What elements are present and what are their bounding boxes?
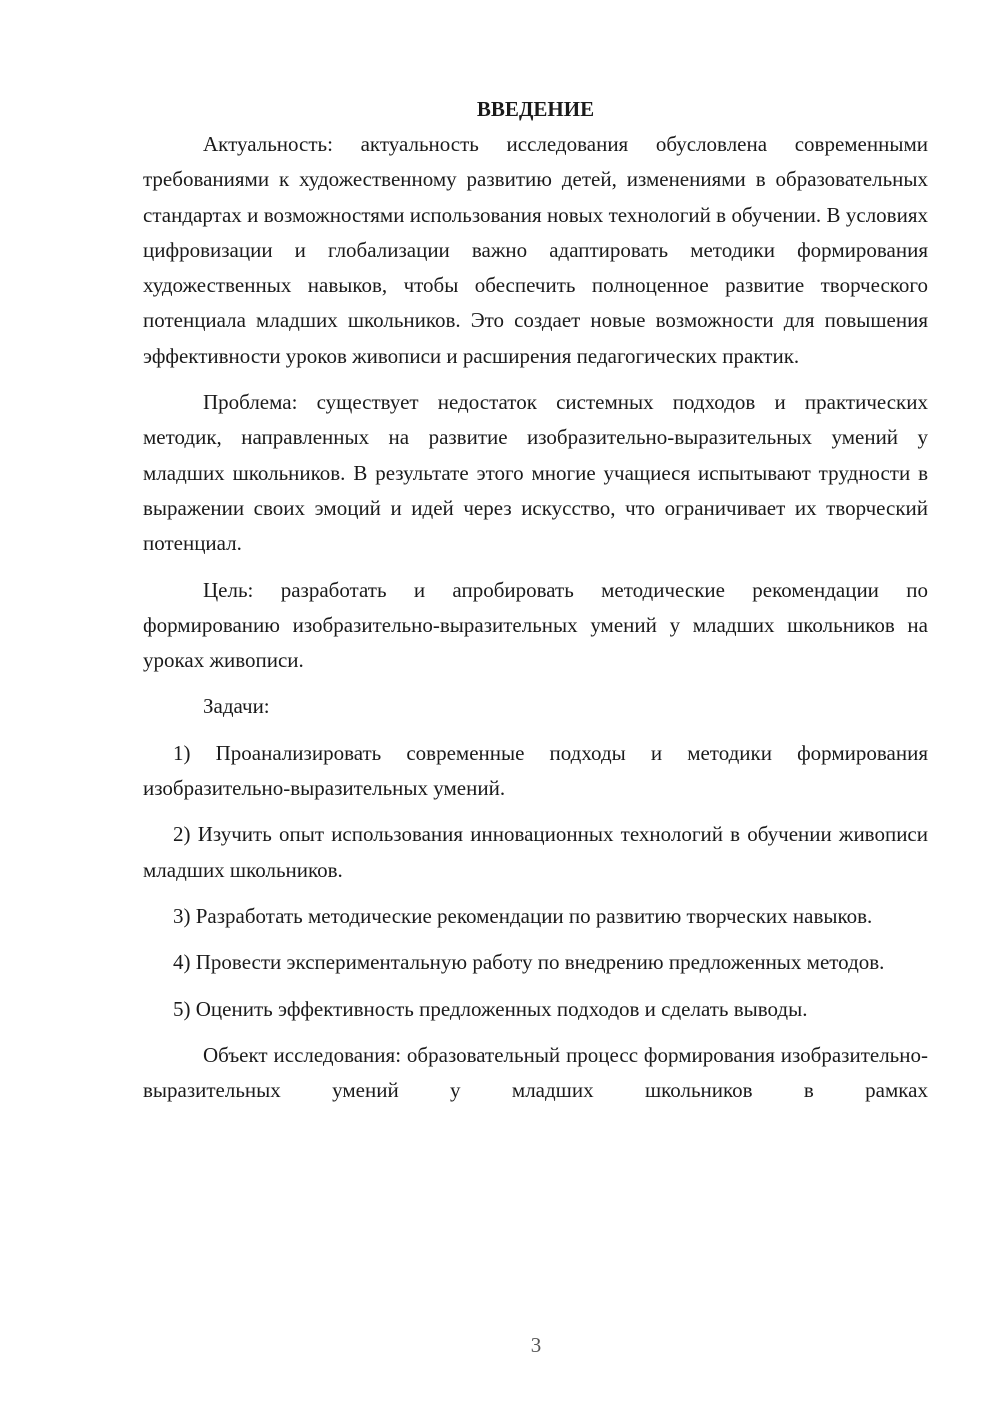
task-item-4: 4) Провести экспериментальную работу по внедрению предложенных методов. — [173, 950, 885, 975]
task-item-3: 3) Разработать методические рекомендации по развитию творческих навыков. — [173, 903, 873, 928]
tasks-label: Задачи: — [203, 694, 270, 719]
paragraph-object: Объект исследования: образовательный процесс формирования изобразительно-выразительных умений у младших школьников в рамках — [143, 1042, 928, 1103]
paragraph-relevance: Актуальность: актуальность исследования обусловлена современными требованиями к художественному развитию детей, изменениями в образовательных стандартах и возможностями использования новых технологий в обучении. В условиях цифровизации и глобализации важно адаптировать методики формирования художественных навыков, чтобы обеспечить полноценное развитие творческого потенциала младших школьников. Это создает новые возможности для повышения эффективности уроков живописи и расширения педагогических практик. — [143, 132, 928, 368]
document-page — [143, 92, 928, 1108]
paragraph-problem: Проблема: существует недостаток системных подходов и практических методик, направленных на развитие изобразительно-выразительных умений у младших школьников. В результате этого многие учащиеся испытывают трудности в выражении своих эмоций и идей через искусство, что ограничивает их творческий потенциал. — [143, 390, 928, 556]
task-item-1: 1) Проанализировать современные подходы и методики формирования изобразительно-выразительных умений. — [143, 740, 928, 801]
page-number: 3 — [530, 1333, 542, 1357]
page-title: ВВЕДЕНИЕ — [476, 97, 595, 121]
task-item-2: 2) Изучить опыт использования инновационных технологий в обучении живописи младших школьников. — [143, 822, 928, 882]
task-item-5: 5) Оценить эффективность предложенных подходов и сделать выводы. — [173, 996, 808, 1021]
paragraph-goal: Цель: разработать и апробировать методические рекомендации по формированию изобразительно-выразительных умений у младших школьников на уроках живописи. — [143, 577, 928, 673]
